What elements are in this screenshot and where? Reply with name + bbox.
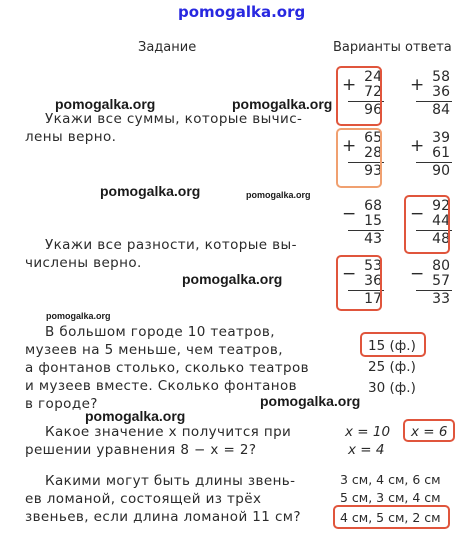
result: 17 (364, 291, 382, 307)
task5-line3: звеньев, если длина ломаной 11 см? (25, 509, 301, 525)
operand-b: 57 (432, 273, 450, 289)
operand-b: 61 (432, 145, 450, 161)
result: 93 (364, 163, 382, 179)
selected-box-sum-1 (336, 66, 382, 126)
answer5-option-2[interactable]: 5 см, 3 см, 4 см (340, 490, 441, 505)
minus-sign: − (342, 204, 357, 224)
task5-line2: ев ломаной, состоящей из трёх (25, 491, 262, 507)
header-answers: Варианты ответа (333, 40, 452, 55)
answer3-option-3[interactable]: 30 (ф.) (368, 380, 416, 396)
answer4-option-2[interactable]: x = 6 (411, 424, 448, 440)
watermark-small: pomogalka.org (46, 311, 111, 321)
answer4-option-1[interactable]: x = 10 (345, 424, 391, 440)
selected-box-diff-2 (404, 195, 450, 254)
answer3-option-2[interactable]: 25 (ф.) (368, 359, 416, 375)
result: 96 (364, 102, 382, 118)
sum-option-2[interactable] (410, 70, 452, 118)
answer3-option-1[interactable]: 15 (ф.) (368, 338, 416, 354)
task1-line2: лены верно. (25, 129, 117, 145)
diff-option-1[interactable] (342, 199, 384, 247)
selected-box-answer5 (333, 505, 450, 529)
operand-b: 15 (364, 213, 382, 229)
operand-a: 68 (364, 198, 382, 214)
operand-b: 44 (432, 213, 450, 229)
minus-sign: − (342, 264, 357, 284)
watermark: pomogalka.org (55, 96, 156, 112)
operand-b: 36 (432, 84, 450, 100)
watermark-small: pomogalka.org (246, 190, 311, 200)
header-task: Задание (138, 40, 197, 55)
task3-line2: музеев на 5 меньше, чем театров, (25, 342, 283, 358)
task5-line1: Какими могут быть длины звень- (45, 473, 296, 489)
task3-line1: В большом городе 10 театров, (45, 324, 275, 340)
task4-line2: решении уравнения 8 − x = 2? (25, 442, 257, 458)
minus-sign: − (410, 264, 425, 284)
minus-sign: − (410, 204, 425, 224)
plus-sign: + (342, 75, 357, 95)
operand-a: 53 (364, 258, 382, 274)
task3-line5: в городе? (25, 396, 98, 412)
answer4-option-3[interactable]: x = 4 (348, 442, 385, 458)
result: 90 (432, 163, 450, 179)
task2-line2: числены верно. (25, 255, 142, 271)
site-title[interactable]: pomogalka.org (178, 3, 306, 21)
result: 33 (432, 291, 450, 307)
task4-line1: Какое значение x получится при (45, 424, 292, 440)
selected-box-answer4 (403, 419, 455, 442)
plus-sign: + (410, 75, 425, 95)
operand-a: 24 (364, 69, 382, 85)
operand-a: 92 (432, 198, 450, 214)
task3-line4: и музеев вместе. Сколько фонтанов (25, 378, 298, 394)
result: 43 (364, 231, 382, 247)
operand-b: 28 (364, 145, 382, 161)
result: 48 (432, 231, 450, 247)
watermark: pomogalka.org (232, 96, 333, 112)
operand-a: 58 (432, 69, 450, 85)
task2-line1: Укажи все разности, которые вы- (45, 237, 297, 253)
selected-box-diff-3 (336, 255, 382, 311)
selected-box-answer3 (360, 332, 426, 357)
operand-a: 65 (364, 130, 382, 146)
plus-sign: + (410, 136, 425, 156)
task1-line1: Укажи все суммы, которые вычис- (45, 111, 303, 127)
diff-option-4[interactable] (410, 259, 452, 307)
selected-box-sum-3 (336, 128, 382, 188)
operand-b: 72 (364, 84, 382, 100)
watermark: pomogalka.org (260, 393, 361, 409)
operand-a: 80 (432, 258, 450, 274)
answer5-option-3[interactable]: 4 см, 5 см, 2 см (340, 510, 441, 525)
plus-sign: + (342, 136, 357, 156)
result: 84 (432, 102, 450, 118)
watermark: pomogalka.org (85, 408, 186, 424)
watermark: pomogalka.org (182, 271, 283, 287)
operand-b: 36 (364, 273, 382, 289)
answer5-option-1[interactable]: 3 см, 4 см, 6 см (340, 472, 441, 487)
watermark: pomogalka.org (100, 183, 201, 199)
sum-option-4[interactable] (410, 131, 452, 179)
task3-line3: а фонтанов столько, сколько театров (25, 360, 310, 376)
operand-a: 39 (432, 130, 450, 146)
